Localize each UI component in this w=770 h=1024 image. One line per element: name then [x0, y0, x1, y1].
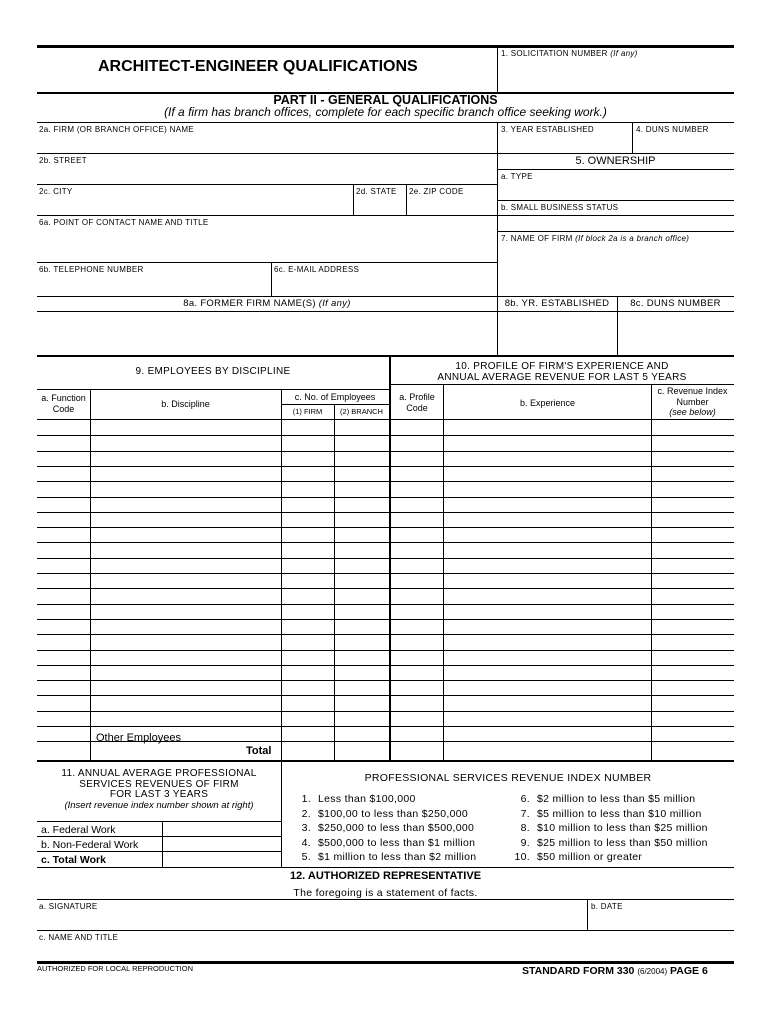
- footer-form: STANDARD FORM 330 (6/2004) PAGE 6: [522, 965, 708, 977]
- branch-employees-input[interactable]: [335, 635, 388, 649]
- experience-input[interactable]: [444, 559, 650, 573]
- revenue-index-input[interactable]: [652, 681, 733, 695]
- col-profile-code: a. Profile Code: [399, 392, 435, 413]
- solicitation-label: 1. SOLICITATION NUMBER (If any): [501, 49, 638, 58]
- discipline-input[interactable]: [91, 543, 280, 557]
- small-business-input[interactable]: [498, 211, 734, 230]
- discipline-input[interactable]: [91, 467, 280, 481]
- function-code-input[interactable]: [38, 452, 89, 466]
- revenue-index-text: $250,000 to less than $500,000: [318, 822, 475, 834]
- experience-input[interactable]: [444, 528, 650, 542]
- profile-code-input[interactable]: [392, 712, 442, 726]
- discipline-input[interactable]: [91, 712, 280, 726]
- date-input[interactable]: [588, 911, 733, 929]
- firm-employees-input[interactable]: [282, 666, 333, 680]
- branch-employees-input[interactable]: [335, 528, 388, 542]
- revenue-index-title: PROFESSIONAL SERVICES REVENUE INDEX NUMBER: [364, 772, 652, 784]
- function-code-input[interactable]: [38, 666, 89, 680]
- former-duns-label: 8c. DUNS NUMBER: [630, 298, 721, 309]
- function-code-input[interactable]: [38, 727, 89, 741]
- profile-code-input[interactable]: [392, 666, 442, 680]
- discipline-input[interactable]: [91, 482, 280, 496]
- revenue-index-number: 7.: [520, 807, 530, 820]
- revenue-index-number: 2.: [301, 807, 311, 820]
- function-code-input[interactable]: [38, 681, 89, 695]
- firm-employees-input[interactable]: [282, 513, 333, 527]
- experience-input[interactable]: [444, 482, 650, 496]
- revenue-index-number: 1.: [301, 793, 311, 805]
- discipline-input[interactable]: [91, 620, 280, 634]
- part-subtitle: (If a firm has branch offices, complete for each specific branch office seeking work.): [164, 105, 607, 119]
- branch-employees-input[interactable]: [335, 589, 388, 603]
- branch-employees-input[interactable]: [335, 620, 388, 634]
- federal-work-input[interactable]: [163, 822, 280, 835]
- firm-employees-input[interactable]: [282, 635, 333, 649]
- year-established-label: 3. YEAR ESTABLISHED: [501, 125, 594, 134]
- employees-title: 9. EMPLOYEES BY DISCIPLINE: [135, 366, 291, 377]
- experience-input[interactable]: [444, 620, 650, 634]
- telephone-label: 6b. TELEPHONE NUMBER: [39, 265, 144, 274]
- revenues-note: (Insert revenue index number shown at right): [64, 800, 254, 811]
- profile-code-input[interactable]: [392, 498, 442, 512]
- firm-employees-input[interactable]: [282, 498, 333, 512]
- profile-code-input[interactable]: [392, 467, 442, 481]
- other-employees-label: Other Employees: [96, 732, 181, 744]
- state-input[interactable]: [354, 196, 405, 214]
- discipline-input[interactable]: [91, 498, 280, 512]
- branch-employees-input[interactable]: [335, 681, 388, 695]
- experience-input[interactable]: [444, 498, 650, 512]
- experience-input[interactable]: [444, 589, 650, 603]
- branch-employees-input[interactable]: [335, 666, 388, 680]
- profile-code-input[interactable]: [392, 574, 442, 588]
- revenue-index-text: $100,00 to less than $250,000: [318, 807, 468, 820]
- firm-employees-input[interactable]: [282, 467, 333, 481]
- col-revenue-index: c. Revenue Index Number (see below): [657, 386, 728, 417]
- firm-name-input[interactable]: [38, 134, 496, 152]
- revenue-index-text: Less than $100,000: [318, 793, 416, 805]
- col-experience: b. Experience: [519, 398, 576, 408]
- function-code-input[interactable]: [38, 651, 89, 665]
- zip-input[interactable]: [407, 196, 496, 214]
- discipline-input[interactable]: [91, 666, 280, 680]
- revenue-index-input[interactable]: [652, 467, 733, 481]
- revenue-index-input[interactable]: [652, 666, 733, 680]
- firm-employees-input[interactable]: [282, 574, 333, 588]
- revenue-index-text: $50 million or greater: [537, 851, 643, 863]
- authorized-statement: The foregoing is a statement of facts.: [293, 887, 478, 899]
- firm-employees-input[interactable]: [282, 620, 333, 634]
- discipline-input[interactable]: [91, 681, 280, 695]
- discipline-input[interactable]: [91, 574, 280, 588]
- city-input[interactable]: [38, 196, 352, 214]
- discipline-input[interactable]: [91, 528, 280, 542]
- firm-employees-input[interactable]: [282, 605, 333, 619]
- city-label: 2c. CITY: [39, 187, 73, 196]
- former-names-label: 8a. FORMER FIRM NAME(S) (If any): [183, 298, 351, 309]
- discipline-input[interactable]: [91, 559, 280, 573]
- name-of-firm-input[interactable]: [498, 243, 734, 295]
- firm-employees-input[interactable]: [282, 589, 333, 603]
- firm-employees-input[interactable]: [282, 559, 333, 573]
- experience-input[interactable]: [444, 513, 650, 527]
- duns-input[interactable]: [633, 134, 733, 152]
- discipline-input[interactable]: [91, 651, 280, 665]
- revenues-title: 11. ANNUAL AVERAGE PROFESSIONAL SERVICES REVENUES OF FIRM FOR LAST 3 YEARS: [61, 768, 257, 800]
- revenue-index-number: 8.: [520, 822, 530, 834]
- function-code-input[interactable]: [38, 696, 89, 710]
- total-work-label: c. Total Work: [41, 854, 106, 866]
- revenue-index-input[interactable]: [652, 436, 733, 450]
- col-discipline: b. Discipline: [161, 399, 210, 409]
- firm-employees-input[interactable]: [282, 712, 333, 726]
- revenue-index-input[interactable]: [652, 712, 733, 726]
- firm-name-label: 2a. FIRM (OR BRANCH OFFICE) NAME: [39, 125, 194, 134]
- profile-code-input[interactable]: [392, 620, 442, 634]
- state-label: 2d. STATE: [356, 187, 397, 196]
- non-federal-work-label: b. Non-Federal Work: [41, 839, 139, 851]
- discipline-input[interactable]: [91, 421, 280, 435]
- experience-input[interactable]: [444, 436, 650, 450]
- revenue-index-input[interactable]: [652, 498, 733, 512]
- profile-code-input[interactable]: [392, 589, 442, 603]
- firm-employees-input[interactable]: [282, 727, 333, 741]
- experience-input[interactable]: [444, 727, 650, 741]
- date-label: b. DATE: [591, 902, 623, 911]
- profile-code-input[interactable]: [392, 482, 442, 496]
- discipline-input[interactable]: [91, 436, 280, 450]
- discipline-input[interactable]: [91, 452, 280, 466]
- year-established-input[interactable]: [498, 134, 631, 152]
- profile-code-input[interactable]: [392, 727, 442, 741]
- branch-employees-input[interactable]: [335, 543, 388, 557]
- profile-code-input[interactable]: [392, 605, 442, 619]
- profile-code-input[interactable]: [392, 421, 442, 435]
- profile-code-input[interactable]: [392, 528, 442, 542]
- function-code-input[interactable]: [38, 528, 89, 542]
- col-num-employees: c. No. of Employees: [294, 392, 376, 402]
- form-title: ARCHITECT-ENGINEER QUALIFICATIONS: [98, 58, 418, 75]
- poc-label: 6a. POINT OF CONTACT NAME AND TITLE: [39, 218, 209, 227]
- revenue-index-number: 3.: [301, 822, 311, 834]
- profile-title: 10. PROFILE OF FIRM'S EXPERIENCE AND ANNUAL AVERAGE REVENUE FOR LAST 5 YEARS: [437, 361, 687, 383]
- branch-employees-input[interactable]: [335, 727, 388, 741]
- name-title-label: c. NAME AND TITLE: [39, 933, 119, 942]
- experience-input[interactable]: [444, 467, 650, 481]
- col-branch: (2) BRANCH: [340, 407, 383, 416]
- profile-code-input[interactable]: [392, 681, 442, 695]
- revenue-index-input[interactable]: [652, 513, 733, 527]
- branch-employees-input[interactable]: [335, 696, 388, 710]
- total-label: Total: [246, 745, 272, 757]
- experience-input[interactable]: [444, 574, 650, 588]
- firm-employees-input[interactable]: [282, 528, 333, 542]
- col-function-code: a. Function Code: [41, 393, 86, 414]
- firm-employees-input[interactable]: [282, 543, 333, 557]
- non-federal-work-input[interactable]: [163, 837, 280, 850]
- footer-reproduction: AUTHORIZED FOR LOCAL REPRODUCTION: [37, 964, 193, 973]
- duns-label: 4. DUNS NUMBER: [636, 125, 709, 134]
- firm-employees-input[interactable]: [282, 681, 333, 695]
- solicitation-number-input[interactable]: [498, 60, 734, 91]
- email-label: 6c. E-MAIL ADDRESS: [274, 265, 360, 274]
- branch-employees-input[interactable]: [335, 498, 388, 512]
- discipline-input[interactable]: [91, 513, 280, 527]
- former-names-input[interactable]: [38, 312, 496, 354]
- revenue-index-text: $1 million to less than $2 million: [318, 851, 477, 863]
- total-work-input[interactable]: [163, 852, 280, 866]
- experience-input[interactable]: [444, 421, 650, 435]
- revenue-index-text: $10 million to less than $25 million: [537, 822, 708, 834]
- function-code-input[interactable]: [38, 635, 89, 649]
- experience-input[interactable]: [444, 712, 650, 726]
- zip-label: 2e. ZIP CODE: [409, 187, 464, 196]
- function-code-input[interactable]: [38, 589, 89, 603]
- experience-input[interactable]: [444, 651, 650, 665]
- street-input[interactable]: [38, 165, 496, 183]
- profile-code-input[interactable]: [392, 436, 442, 450]
- former-duns-input[interactable]: [618, 312, 733, 354]
- profile-code-input[interactable]: [392, 513, 442, 527]
- function-code-input[interactable]: [38, 543, 89, 557]
- branch-employees-input[interactable]: [335, 712, 388, 726]
- branch-employees-input[interactable]: [335, 452, 388, 466]
- ownership-heading: 5. OWNERSHIP: [575, 155, 656, 167]
- poc-input[interactable]: [38, 227, 496, 261]
- revenue-index-input[interactable]: [652, 635, 733, 649]
- experience-input[interactable]: [444, 635, 650, 649]
- function-code-input[interactable]: [38, 620, 89, 634]
- revenue-index-number: 9.: [520, 836, 530, 849]
- revenue-index-input[interactable]: [652, 696, 733, 710]
- branch-employees-input[interactable]: [335, 482, 388, 496]
- discipline-input[interactable]: [91, 696, 280, 710]
- experience-input[interactable]: [444, 543, 650, 557]
- profile-code-input[interactable]: [392, 635, 442, 649]
- authorized-title: 12. AUTHORIZED REPRESENTATIVE: [289, 870, 482, 882]
- signature-label: a. SIGNATURE: [39, 902, 98, 911]
- profile-code-input[interactable]: [392, 543, 442, 557]
- former-year-input[interactable]: [498, 312, 616, 354]
- profile-code-input[interactable]: [392, 696, 442, 710]
- function-code-input[interactable]: [38, 498, 89, 512]
- firm-employees-input[interactable]: [282, 651, 333, 665]
- revenue-index-input[interactable]: [652, 421, 733, 435]
- revenue-index-text: $5 million to less than $10 million: [537, 807, 702, 820]
- revenue-index-input[interactable]: [652, 543, 733, 557]
- revenue-index-input[interactable]: [652, 605, 733, 619]
- function-code-input[interactable]: [38, 574, 89, 588]
- function-code-input[interactable]: [38, 605, 89, 619]
- experience-input[interactable]: [444, 605, 650, 619]
- row-divider: [391, 741, 734, 742]
- ownership-type-input[interactable]: [498, 180, 734, 199]
- function-code-input[interactable]: [38, 467, 89, 481]
- telephone-input[interactable]: [38, 274, 270, 295]
- experience-input[interactable]: [444, 681, 650, 695]
- function-code-input[interactable]: [38, 482, 89, 496]
- firm-employees-input[interactable]: [282, 421, 333, 435]
- branch-employees-input[interactable]: [335, 513, 388, 527]
- revenue-index-input[interactable]: [652, 452, 733, 466]
- branch-employees-input[interactable]: [335, 436, 388, 450]
- branch-employees-input[interactable]: [335, 467, 388, 481]
- revenue-index-number: 5.: [301, 851, 311, 863]
- revenue-index-text: $25 million to less than $50 million: [537, 836, 708, 849]
- firm-employees-input[interactable]: [282, 696, 333, 710]
- federal-work-label: a. Federal Work: [41, 824, 116, 836]
- branch-employees-input[interactable]: [335, 605, 388, 619]
- experience-input[interactable]: [444, 452, 650, 466]
- discipline-input[interactable]: [91, 589, 280, 603]
- profile-code-input[interactable]: [392, 452, 442, 466]
- firm-employees-input[interactable]: [282, 436, 333, 450]
- discipline-input[interactable]: [91, 605, 280, 619]
- experience-input[interactable]: [444, 666, 650, 680]
- branch-employees-input[interactable]: [335, 574, 388, 588]
- experience-input[interactable]: [444, 696, 650, 710]
- discipline-input[interactable]: [91, 635, 280, 649]
- function-code-input[interactable]: [38, 436, 89, 450]
- col-firm: (1) FIRM: [292, 407, 323, 416]
- street-label: 2b. STREET: [39, 156, 87, 165]
- firm-employees-input[interactable]: [282, 452, 333, 466]
- function-code-input[interactable]: [38, 559, 89, 573]
- function-code-input[interactable]: [38, 712, 89, 726]
- firm-employees-input[interactable]: [282, 482, 333, 496]
- branch-employees-input[interactable]: [335, 559, 388, 573]
- row-divider: [37, 741, 389, 742]
- small-business-label: b. SMALL BUSINESS STATUS: [501, 203, 619, 212]
- revenue-index-input[interactable]: [652, 589, 733, 603]
- revenue-index-input[interactable]: [652, 559, 733, 573]
- name-title-input[interactable]: [38, 942, 733, 960]
- revenue-index-input[interactable]: [652, 574, 733, 588]
- revenue-index-text: $500,000 to less than $1 million: [318, 836, 476, 849]
- revenue-index-number: 6.: [520, 793, 530, 805]
- email-input[interactable]: [272, 274, 496, 295]
- branch-employees-input[interactable]: [335, 421, 388, 435]
- revenue-index-text: $2 million to less than $5 million: [537, 793, 696, 805]
- branch-employees-input[interactable]: [335, 651, 388, 665]
- profile-code-input[interactable]: [392, 559, 442, 573]
- former-year-label: 8b. YR. ESTABLISHED: [504, 298, 610, 309]
- part-title: PART II - GENERAL QUALIFICATIONS: [273, 93, 498, 107]
- profile-code-input[interactable]: [392, 651, 442, 665]
- function-code-input[interactable]: [38, 513, 89, 527]
- type-label: a. TYPE: [501, 172, 533, 181]
- signature-input[interactable]: [38, 911, 586, 929]
- revenue-index-input[interactable]: [652, 528, 733, 542]
- revenue-index-input[interactable]: [652, 727, 733, 741]
- revenue-index-input[interactable]: [652, 482, 733, 496]
- revenue-index-number: 10.: [514, 851, 530, 863]
- revenue-index-input[interactable]: [652, 620, 733, 634]
- function-code-input[interactable]: [38, 421, 89, 435]
- revenue-index-input[interactable]: [652, 651, 733, 665]
- name-of-firm-label: 7. NAME OF FIRM (If block 2a is a branch office): [501, 234, 690, 243]
- revenue-index-number: 4.: [301, 836, 311, 849]
